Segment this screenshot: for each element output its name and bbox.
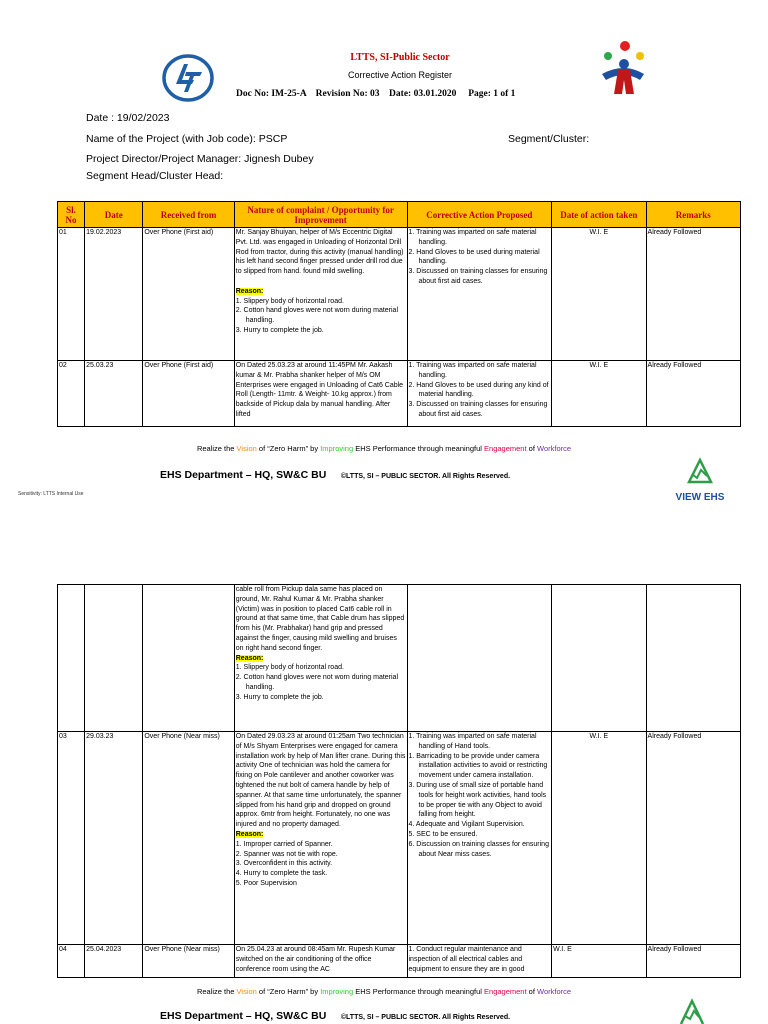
cell-date: 29.03.23 [85, 732, 143, 945]
reason-item: 2. Cotton hand gloves were not worn during material handling. [235, 307, 399, 325]
nature-text: cable roll from Pickup dala same has placed on ground, Mr. Rahul Kumar & Mr. Prabha shanker (Victim) was in position to placed Cat6 cable roll in ground at that same time, that Cable drum has slipped from his (Mr. Prabhakar) hand grip and pressed against the finger, causing mild swelling and bruises on right hand second finger. [235, 586, 405, 652]
action-item: 1. Barricading to be provide under camera installation activities to avoid or restricting movement under camera installation. [408, 752, 548, 780]
svg-text:VIEW EHS: VIEW EHS [675, 492, 725, 503]
reason-label: Reason: [235, 830, 264, 838]
copyright-text: ©LTTS, SI – PUBLIC SECTOR. All Rights Reserved. [340, 1014, 511, 1021]
cell-nature [234, 732, 407, 945]
cell-received: Over Phone (First aid) [143, 228, 234, 361]
cell-remarks: Already Followed [646, 945, 740, 978]
reason-item: 3. Overconfident in this activity. [235, 860, 333, 868]
cell-received: Over Phone (Near miss) [143, 732, 234, 945]
cell-action [407, 361, 552, 427]
cell-nature [234, 585, 407, 732]
reason-item: 1. Slippery body of horizontal road. [235, 664, 344, 672]
cell-date: 25.04.2023 [85, 945, 143, 978]
reason-item: 3. Hurry to complete the job. [235, 326, 324, 334]
col-header-received: Received from [143, 202, 234, 228]
cell-action-date: W.I. E [552, 732, 646, 945]
table-row [58, 228, 741, 361]
footer-department: EHS Department – HQ, SW&C BU ©LTTS, SI – PUBLIC SECTOR. All Rights Reserved. [160, 1010, 511, 1022]
cell-action-date [552, 585, 646, 732]
col-header-remarks: Remarks [646, 202, 740, 228]
reason-item: 3. Hurry to complete the job. [235, 693, 324, 701]
cell-sl: 02 [58, 361, 85, 427]
ehs-tagline: Realize the Vision of “Zero Harm” by Improving EHS Performance through meaningful Engagement of Workforce [196, 444, 572, 453]
cell-remarks [646, 585, 740, 732]
reason-item: 5. Poor Supervision [235, 879, 297, 887]
cell-remarks: Already Followed [646, 361, 740, 427]
cell-nature: On 25.04.23 at around 08:45am Mr. Rupesh Kumar switched on the air conditioning of the office conference room using the AC [234, 945, 407, 978]
project-name: Name of the Project (with Job code): PSCP [86, 133, 288, 145]
cell-date [85, 585, 143, 732]
table-row [58, 585, 741, 732]
project-director: Project Director/Project Manager: Jignesh Dubey [86, 153, 314, 165]
ehs-figure-logo-icon [596, 40, 648, 96]
action-item: 5. SEC to be ensured. [408, 830, 478, 838]
copyright-text: ©LTTS, SI – PUBLIC SECTOR. All Rights Reserved. [340, 473, 511, 480]
cell-remarks: Already Followed [646, 732, 740, 945]
action-item: 2. Hand Gloves to be used during any kind of material handling. [408, 381, 549, 399]
cell-received [143, 585, 234, 732]
ehs-tagline: Realize the Vision of “Zero Harm” by Improving EHS Performance through meaningful Engagement of Workforce [196, 987, 572, 996]
view-ehs-logo-icon [678, 998, 706, 1024]
action-item: 3. Discussed on training classes for ensuring about first aid cases. [408, 268, 548, 285]
action-item: 6. Discussion on training classes for ensuring about Near miss cases. [408, 840, 549, 858]
table-row [58, 732, 741, 945]
reason-item: 1. Improper carried of Spanner. [235, 840, 333, 848]
col-header-action-date: Date of action taken [552, 202, 646, 228]
cell-action: 1. Conduct regular maintenance and inspection of all electrical cables and equipment to ensure they are in good [407, 945, 552, 978]
action-item: 2. Hand Gloves to be used during material handling. [408, 248, 540, 266]
action-item: 1. Training was imparted on safe material handling. [408, 362, 537, 379]
corrective-action-table-continued [57, 584, 741, 978]
report-date: Date : 19/02/2023 [86, 112, 170, 124]
action-item: 1. Training was imparted on safe material handling. [408, 229, 537, 246]
doc-control-line: Doc No: IM-25-A Revision No: 03 Date: 03.01.2020 Page: 1 of 1 [236, 89, 516, 99]
view-ehs-logo-icon [665, 456, 735, 506]
cell-date: 25.03.23 [85, 361, 143, 427]
table-row [58, 361, 741, 427]
cell-action [407, 585, 552, 732]
cell-action-date: W.I. E [552, 361, 646, 427]
footer-department: EHS Department – HQ, SW&C BU ©LTTS, SI – PUBLIC SECTOR. All Rights Reserved. [160, 469, 511, 481]
reason-item: 4. Hurry to complete the task. [235, 870, 328, 878]
cell-date: 19.02.2023 [85, 228, 143, 361]
action-item: 3. Discussed on training classes for ensuring about first aid cases. [408, 401, 548, 418]
org-name: LTTS, SI-Public Sector [350, 52, 450, 63]
cell-sl [58, 585, 85, 732]
cell-received: Over Phone (Near miss) [143, 945, 234, 978]
cell-sl: 04 [58, 945, 85, 978]
cell-action-date: W.I. E [552, 945, 646, 978]
col-header-sl: Sl. No [58, 202, 85, 228]
cell-action [407, 732, 552, 945]
cell-sl: 01 [58, 228, 85, 361]
segment-head: Segment Head/Cluster Head: [86, 170, 224, 182]
col-header-action: Corrective Action Proposed [407, 202, 552, 228]
lt-logo-icon [160, 50, 216, 106]
reason-item: 2. Spanner was not tie with rope. [235, 850, 338, 858]
action-item: 1. Training was imparted on safe material handling of Hand tools. [408, 733, 537, 750]
table-row [58, 945, 741, 978]
reason-label: Reason: [235, 287, 264, 295]
reason-label: Reason: [235, 654, 264, 662]
nature-text: On Dated 29.03.23 at around 01:25am Two technician of M/s Shyam Enterprises were engaged for camera installation work by help of Man lifter crane. During this activity One of technician was hold the camera for fixing on Pole cantilever and another coworker was tightened the nut bolt of camera handle by help of spanner. At that same time unfortunately, the spanner slipped from his hand grip and dropped on ground approx. 6mtr from height. Fortunately, no one was injured and no property damaged. [235, 733, 406, 829]
col-header-nature: Nature of complaint / Opportunity for Improvement [234, 202, 407, 228]
cell-action [407, 228, 552, 361]
action-item: 4. Adequate and Vigilant Supervision. [408, 821, 525, 829]
nature-text: Mr. Sanjay Bhuiyan, helper of M/s Eccentric Digital Pvt. Ltd. was engaged in Unloading of Horizontal Drill Rod from tractor, during this activity (manual handling) his left hand second finger pressed under drill rod due to slipped from hand. found mild swelling. [235, 229, 404, 276]
reason-item: 2. Cotton hand gloves were not worn during material handling. [235, 674, 399, 691]
segment-cluster: Segment/Cluster: [508, 133, 590, 145]
cell-action-date: W.I. E [552, 228, 646, 361]
cell-received: Over Phone (First aid) [143, 361, 234, 427]
register-title: Corrective Action Register [347, 70, 453, 80]
action-item: 3. During use of small size of portable hand tools for height work activities, hand tools to be proper tie with any Object to avoid falling from height. [408, 781, 547, 819]
cell-remarks: Already Followed [646, 228, 740, 361]
cell-sl: 03 [58, 732, 85, 945]
sensitivity-label: Sensitivity: LTTS Internal Use [18, 491, 84, 497]
cell-nature [234, 228, 407, 361]
corrective-action-table [57, 201, 741, 427]
cell-nature: On Dated 25.03.23 at around 11:45PM Mr. Aakash kumar & Mr. Prabha shanker helper of M/s OM Enterprises were engaged in Unloading of Cat6 Cable Roll (Length- 11mtr. & Weight- 10.kg approx.) from backside of Pickup dala by manual handling. After lifted [234, 361, 407, 427]
col-header-date: Date [85, 202, 143, 228]
reason-item: 1. Slippery body of horizontal road. [235, 297, 344, 305]
table-header-row [58, 202, 741, 228]
